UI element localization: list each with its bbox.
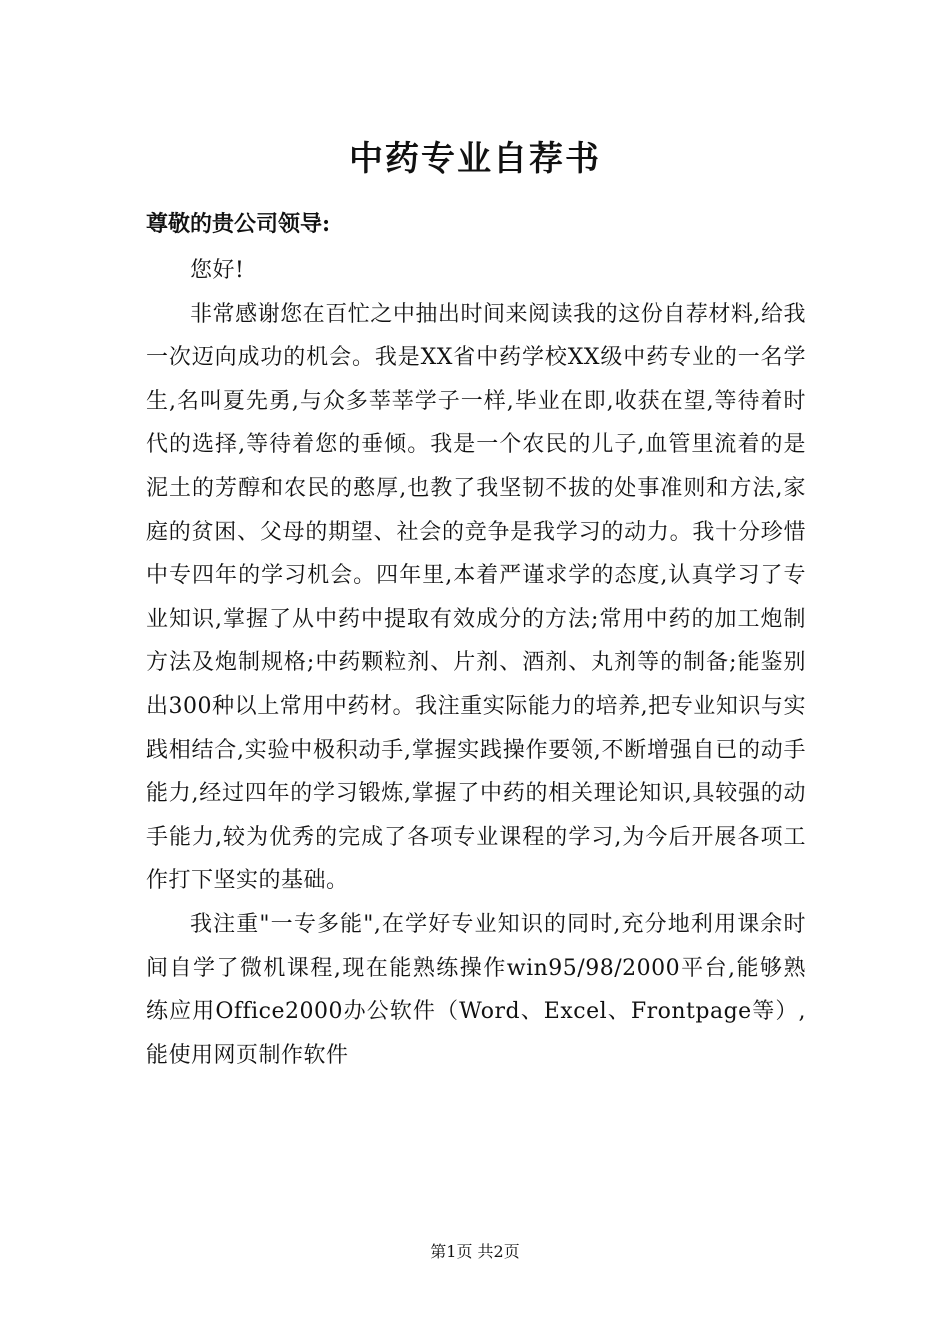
greeting-paragraph: 您好! (190, 258, 245, 283)
document-body (146, 249, 806, 1077)
page-number: 第1页 共2页 (430, 1242, 520, 1261)
body-paragraph: 非常感谢您在百忙之中抽出时间来阅读我的这份自荐材料,给我一次迈向成功的机会。我是XX省中药学校XX级中药专业的一名学生,名叫夏先勇,与众多莘莘学子一样,毕业在即,收获在望,等待着时代的选择,等待着您的垂倾。我是一个农民的儿子,血管里流着的是泥土的芳醇和农民的憨厚,也教了我坚韧不拔的处事准则和方法,家庭的贫困、父母的期望、社会的竞争是我学习的动力。我十分珍惜中专四年的学习机会。四年里,本着严谨求学的态度,认真学习了专业知识,掌握了从中药中提取有效成分的方法;常用中药的加工炮制方法及炮制规格;中药颗粒剂、片剂、酒剂、丸剂等的制备;能鉴别出300种以上常用中药材。我注重实际能力的培养,把专业知识与实践相结合,实验中极积动手,掌握实践操作要领,不断增强自已的动手能力,经过四年的学习锻炼,掌握了中药的相关理论知识,具较强的动手能力,较为优秀的完成了各项专业课程的学习,为今后开展各项工作打下坚实的基础。 (146, 301, 806, 894)
document-title: 中药专业自荐书 (349, 139, 601, 179)
salutation: 尊敬的贵公司领导: (146, 211, 331, 237)
body-paragraph: 我注重"一专多能",在学好专业知识的同时,充分地利用课余时间自学了微机课程,现在能熟练操作win95/98/2000平台,能够熟练应用Office2000办公软件（Word、Excel、Frontpage等）,能使用网页制作软件 (146, 911, 806, 1068)
